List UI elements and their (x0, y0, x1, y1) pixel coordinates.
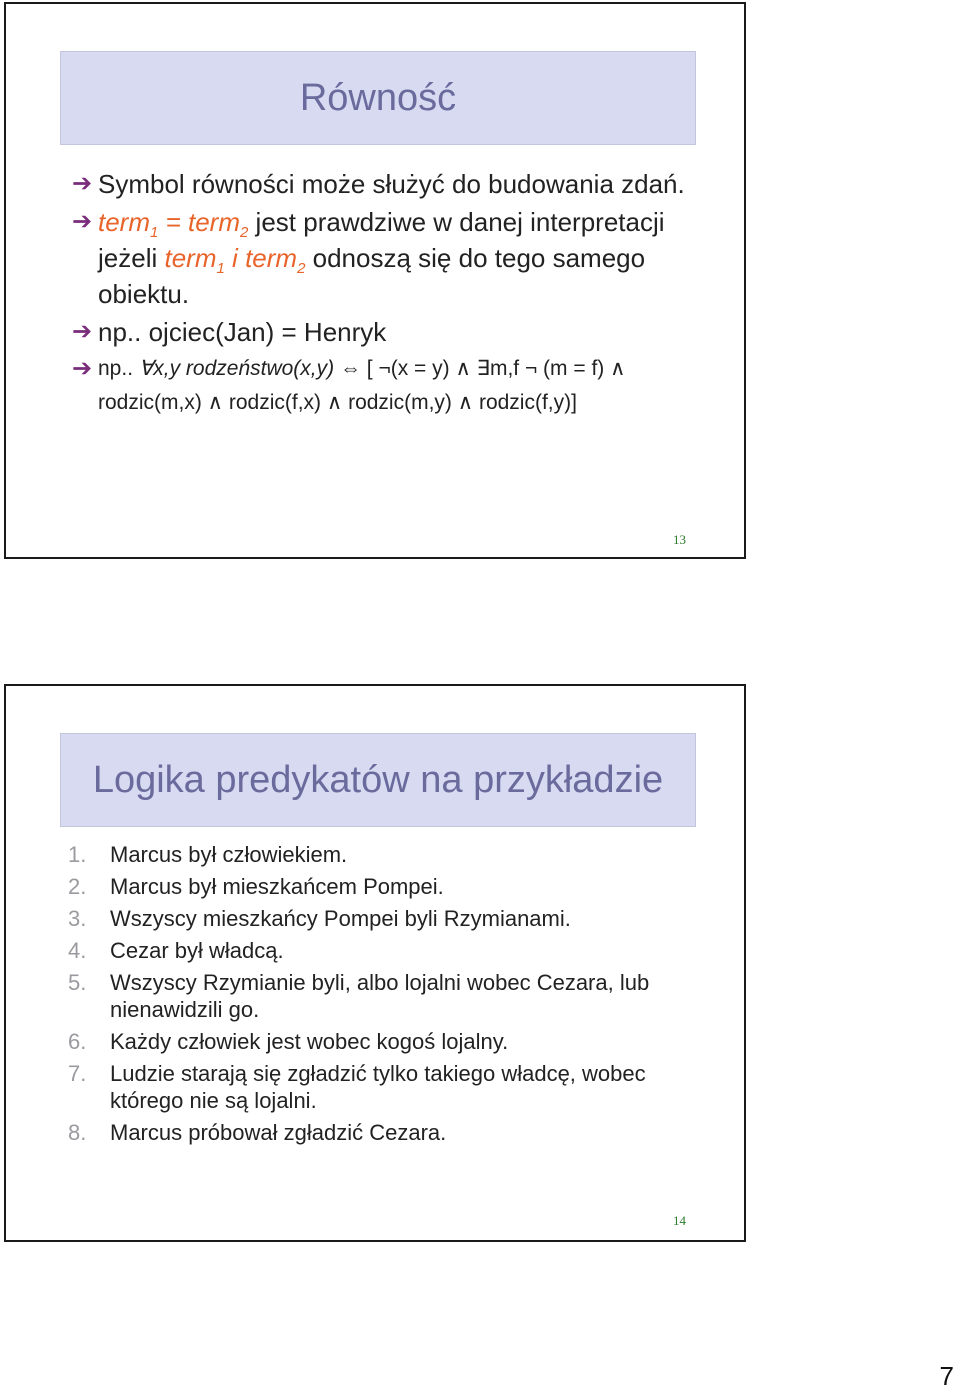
list-item (68, 873, 708, 900)
bullet-item (72, 166, 692, 202)
bullet-text: np.. ojciec(Jan) = Henryk (98, 317, 387, 347)
item-text: Każdy człowiek jest wobec kogoś lojalny. (110, 1029, 509, 1054)
item-number: 7. (68, 1061, 87, 1086)
item-text: Marcus próbował zgładzić Cezara. (110, 1120, 447, 1145)
slide-rownosc (4, 2, 746, 559)
term-subscript: 1 (150, 224, 159, 242)
item-number: 2. (68, 874, 87, 899)
page-number: 7 (939, 1361, 954, 1391)
term-subscript: 2 (297, 260, 306, 278)
item-number: 8. (68, 1120, 87, 1145)
slide-logika-predykatow (4, 684, 746, 1242)
term-text: term (164, 243, 217, 273)
term-text: term (245, 243, 298, 273)
list-item (68, 905, 708, 932)
term-subscript: 1 (216, 260, 225, 278)
item-number: 5. (68, 970, 87, 995)
list-item (68, 841, 708, 868)
bullet-item (72, 314, 692, 350)
formula-body: ⇔ [ ¬(x = y) ∧ ∃m,f ¬ (m = f) ∧ rodzic(m,x) ∧ rodzic(f,x) ∧ rodzic(m,y) ∧ rodzic(f,y)] (98, 357, 626, 414)
item-text: Ludzie starają się zgładzić tylko takiego władcę, wobec którego nie są lojalni. (110, 1061, 646, 1113)
slide-title-box (60, 733, 696, 827)
slide-number: 13 (673, 532, 686, 547)
list-item (68, 937, 708, 964)
list-item (68, 1119, 708, 1146)
item-text: Marcus był człowiekiem. (110, 842, 348, 867)
slide-title: Równość (299, 76, 457, 119)
bullet-text: odnoszą się do tego samego obiektu. (98, 243, 646, 309)
item-text: Cezar był władcą. (110, 938, 284, 963)
bullet-list (72, 166, 692, 422)
term-text: term (187, 207, 240, 237)
bullet-text: Symbol równości może służyć do budowania zdań. (98, 169, 685, 199)
term-text: term (98, 207, 150, 237)
arrow-right-icon: ➔ (72, 355, 93, 382)
numbered-list (68, 841, 708, 1151)
item-number: 4. (68, 938, 87, 963)
list-item (68, 1028, 708, 1055)
list-item (68, 1060, 708, 1114)
item-text: Wszyscy Rzymianie byli, albo lojalni wobec Cezara, lub nienawidzili go. (110, 970, 650, 1022)
bullet-item-formula (72, 352, 692, 420)
item-number: 1. (68, 842, 87, 867)
slide-number: 14 (673, 1213, 686, 1228)
item-text: Wszyscy mieszkańcy Pompei byli Rzymianami. (110, 906, 571, 931)
formula-prefix: np.. (98, 357, 139, 380)
item-number: 6. (68, 1029, 87, 1054)
arrow-right-icon: ➔ (72, 318, 93, 345)
list-item (68, 969, 708, 1023)
arrow-right-icon: ➔ (72, 170, 93, 197)
and-text: i (224, 243, 246, 273)
slide-title-box (60, 51, 696, 145)
formula-quantifier: ∀x,y rodzeństwo(x,y) (138, 357, 335, 380)
bullet-item (72, 204, 692, 312)
bullet-text: jest prawdziwe w danej interpretacji jeżeli (98, 207, 665, 273)
item-number: 3. (68, 906, 87, 931)
item-text: Marcus był mieszkańcem Pompei. (110, 874, 444, 899)
term-subscript: 2 (239, 224, 249, 242)
equals-text: = (158, 207, 188, 237)
slide-title: Logika predykatów na przykładzie (92, 758, 664, 801)
arrow-right-icon: ➔ (72, 208, 93, 235)
